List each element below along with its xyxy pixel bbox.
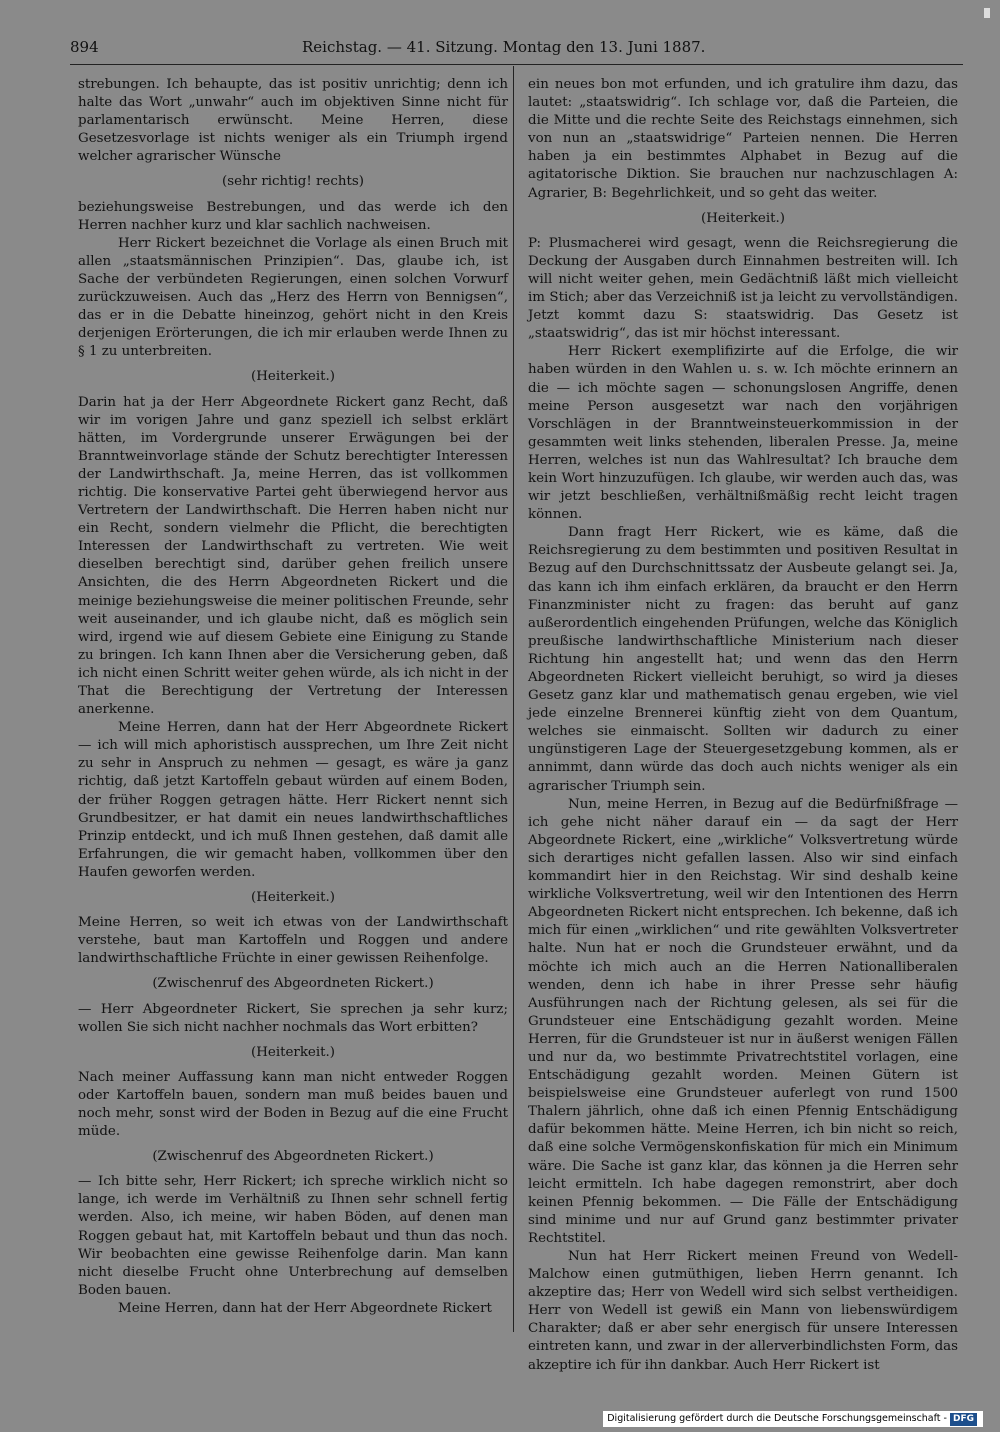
paragraph: beziehungsweise Bestrebungen, und das werde ich den Herren nachher kurz und klar sachlich nachweisen. xyxy=(78,199,508,233)
paragraph: Darin hat ja der Herr Abgeordnete Rickert ganz Recht, daß wir im vorigen Jahre und ganz speziell ich selbst erklärt hätten, im Vordergrunde unserer Erwägungen bei der Branntweinvorlage stände der Schutz berechtigter Interessen der Landwirthschaft. Ja, meine Herren, das ist vollkommen richtig. Die konservative Partei geht überwiegend hervor aus Vertretern der Landwirthschaft. Die Herren haben nicht nur ein Recht, sondern vielmehr die Pflicht, die berechtigten Interessen der Landwirthschaft zu vertreten. Wie weit dieselben berechtigt sind, darüber gehen freilich unsere Ansichten, die des Herrn Abgeordneten Rickert und die meinige beziehungsweise die meiner politischen Freunde, sehr weit auseinander, und ich glaube nicht, daß es möglich sein wird, irgend wie auf diesem Gebiete eine Einigung zu Stande zu bringen. Ich kann Ihnen aber die Versicherung geben, daß ich nicht einen Schritt weiter gehen würde, als ich nicht in der That die Berechtigung der Vertretung der Interessen anerkenne. xyxy=(78,394,508,718)
interjection: (sehr richtig! rechts) xyxy=(222,174,364,190)
paragraph: Nun hat Herr Rickert meinen Freund von Wedell-Malchow einen gutmüthigen, lieben Herrn genannt. Ich akzeptire das; Herr von Wedell wird sich selbst vertheidigen. Herr von Wedell ist gewiß ein Mann von liebenswürdigem Charakter; daß er aber sehr energisch für unsere Interessen eintreten kann, und zwar in der allerverbindlichsten Form, das akzeptire ich für ihn dankbar. Auch Herr Rickert ist xyxy=(528,1249,958,1373)
dfg-logo: DFG xyxy=(950,1413,977,1426)
interjection: (Zwischenruf des Abgeordneten Rickert.) xyxy=(152,976,434,992)
paragraph: Dann fragt Herr Rickert, wie es käme, daß die Reichsregierung zu dem bestimmten und positiven Resultat in Bezug auf den Durchschnittssatz der Ausbeute gelangt sei. Ja, das kann ich ihm einfach erklären, da braucht er den Herrn Finanzminister nicht zu fragen: das beruht auf ganz außerordentlich eingehenden Prüfungen, welche das Königlich preußische landwirthschaftliche Ministerium nach dieser Richtung hin angestellt hat; und wenn das den Herrn Abgeordneten Rickert vielleicht beruhigt, so wird ja dieses Gesetz ganz klar und mathematisch genau ergeben, wie viel jede einzelne Brennerei künftig zieht von dem Quantum, welches sie einmaischt. Sollten wir dadurch zu einer ungünstigeren Lage der Steuergesetzgebung kommen, als er annimmt, dann würde das doch auch nichts weniger als ein agrarischer Triumph sein. xyxy=(528,525,958,794)
interjection: (Heiterkeit.) xyxy=(251,890,335,906)
page-number: 894 xyxy=(70,38,99,56)
interjection: (Zwischenruf des Abgeordneten Rickert.) xyxy=(152,1149,434,1165)
paragraph: Nun, meine Herren, in Bezug auf die Bedürfnißfrage — ich gehe nicht näher darauf ein — da sagt der Herr Abgeordnete Rickert, eine „wirkliche“ Volksvertretung würde sich derartiges nicht gefallen lassen. Also wir sind einfach kommandirt hier in den Reichstag. Wir sind deshalb keine wirkliche Volksvertretung, weil wir den Intentionen des Herrn Abgeordneten Rickert nicht entsprechen. Ich bekenne, daß ich mich für einen „wirklichen“ und rite gewählten Volksvertreter halte. Nun hat er noch die Grundsteuer erwähnt, und da möchte ich mich auch an die Herren Nationalliberalen wenden, denn ich habe in ihrer Presse sehr häufig Ausführungen nach der Richtung gelesen, als sei für die Grundsteuer eine Entschädigung gezahlt worden. Meine Herren, für die Grundsteuer ist nur in äußerst wenigen Fällen und nur da, wo bestimmte Privatrechtstitel vorlagen, eine Entschädigung gezahlt worden. Meinen Gütern ist beispielsweise eine Grundsteuer auferlegt von rund 1500 Thalern jährlich, ohne daß ich einen Pfennig Entschädigung dafür bekommen hätte. Meine Herren, ich bin nicht so reich, daß eine solche Vermögenskonfiskation für mich ein Minimum wäre. Die Sache ist ganz klar, das können ja die Herren sehr leicht ermitteln. Ich habe dagegen remonstrirt, aber doch keinen Pfennig bekommen. — Die Fälle der Entschädigung sind minime und nur auf Grund ganz bestimmter privater Rechtstitel. xyxy=(528,796,958,1246)
interjection: (Heiterkeit.) xyxy=(251,1044,335,1060)
page-header xyxy=(70,36,963,58)
paragraph: — Herr Abgeordneter Rickert, Sie sprechen ja sehr kurz; wollen Sie sich nicht nachher nochmals das Wort erbitten? xyxy=(78,1001,508,1035)
page-title: Reichstag. — 41. Sitzung. Montag den 13. Juni 1887. xyxy=(302,38,706,56)
paragraph: Nach meiner Auffassung kann man nicht entweder Roggen oder Kartoffeln bauen, sondern man muß beides bauen und noch mehr, sonst wird der Boden in Bezug auf die eine Frucht müde. xyxy=(78,1069,508,1140)
footer-credit xyxy=(603,1411,983,1427)
footer-text: Digitalisierung gefördert durch die Deutsche Forschungsgemeinschaft - xyxy=(607,1413,947,1424)
left-column xyxy=(78,76,508,1318)
right-column xyxy=(528,76,958,1375)
interjection: (Heiterkeit.) xyxy=(251,369,335,385)
paragraph: Meine Herren, so weit ich etwas von der Landwirthschaft verstehe, baut man Kartoffeln und Roggen und andere landwirthschaftliche Früchte in einer gewissen Reihenfolge. xyxy=(78,915,508,967)
paragraph: ein neues bon mot erfunden, und ich gratulire ihm dazu, das lautet: „staatswidrig“. Ich schlage vor, daß die Parteien, die die Mitte und die rechte Seite des Reichstags einnehmen, sich von nun an „staatswidrige“ Parteien nennen. Die Herren haben ja ein bestimmtes Alphabet in Bezug auf die agitatorische Diktion. Sie brauchen nur nachzuschlagen A: Agrarier, B: Begehrlichkeit, und so geht das weiter. xyxy=(528,77,958,201)
column-divider xyxy=(513,66,514,1332)
paragraph: Meine Herren, dann hat der Herr Abgeordnete Rickert — ich will mich aphoristisch aussprechen, um Ihre Zeit nicht zu sehr in Anspruch zu nehmen — gesagt, es wäre ja ganz richtig, daß jetzt Kartoffeln gebaut würden auf einem Boden, der früher Roggen getragen hätte. Herr Rickert nennt sich Grundbesitzer, er hat damit ein neues landwirthschaftliches Prinzip entdeckt, und ich muß Ihnen gestehen, daß damit alle Erfahrungen, die wir gemacht haben, vollkommen über den Haufen geworfen werden. xyxy=(78,720,508,880)
paragraph: Meine Herren, dann hat der Herr Abgeordnete Rickert xyxy=(118,1300,492,1316)
paragraph: P: Plusmacherei wird gesagt, wenn die Reichsregierung die Deckung der Ausgaben durch Einnahmen bestreiten will. Ich will nicht weiter gehen, mein Gedächtniß läßt mich vielleicht im Stich; aber das Verzeichniß ist ja leicht zu vervollständigen. Jetzt kommt dazu S: staatswidrig. Das Gesetz ist „staatswidrig“, das ist mir höchst interessant. xyxy=(528,235,958,342)
paragraph: — Ich bitte sehr, Herr Rickert; ich spreche wirklich nicht so lange, ich werde im Verhältniß zu Ihnen sehr schnell fertig werden. Also, ich meine, wir haben Böden, auf denen man Roggen gebaut hat, mit Kartoffeln bebaut und thun das noch. Wir beobachten eine gewisse Reihenfolge darin. Man kann nicht dieselbe Frucht ohne Unterbrechung auf demselben Boden bauen. xyxy=(78,1174,508,1298)
paragraph: Herr Rickert exemplifizirte auf die Erfolge, die wir haben würden in den Wahlen u. s. w. Ich möchte erinnern an die — ich möchte sagen — schonungslosen Angriffe, denen meine Person ausgesetzt war nach den vorjährigen Vorschlägen in der Branntweinsteuerkommission in der gesammten weit links stehenden, liberalen Presse. Ja, meine Herren, welches ist nun das Wahlresultat? Ich brauche dem kein Wort hinzuzufügen. Ich glaube, wir werden auch das, was wir jetzt beschließen, verhältnißmäßig recht leicht tragen können. xyxy=(528,344,958,523)
header-rule xyxy=(70,64,963,65)
paragraph: Herr Rickert bezeichnet die Vorlage als einen Bruch mit allen „staatsmännischen Prinzipien“. Das, glaube ich, ist Sache der verbündeten Regierungen, einen solchen Vorwurf zurückzuweisen. Auch das „Herz des Herrn von Bennigsen“, das er in die Debatte hineinzog, gehört nicht in den Kreis derjenigen Erörterungen, die ich mir erlauben werde Ihnen zu § 1 zu unterbreiten. xyxy=(78,235,508,360)
interjection: (Heiterkeit.) xyxy=(701,210,785,226)
scan-edge-mark xyxy=(984,8,990,18)
paragraph: strebungen. Ich behaupte, das ist positiv unrichtig; denn ich halte das Wort „unwahr“ auch im objektiven Sinne nicht für parlamentarisch erwünscht. Meine Herren, diese Gesetzesvorlage ist nichts weniger als ein Triumph irgend welcher agrarischer Wünsche xyxy=(78,77,508,165)
